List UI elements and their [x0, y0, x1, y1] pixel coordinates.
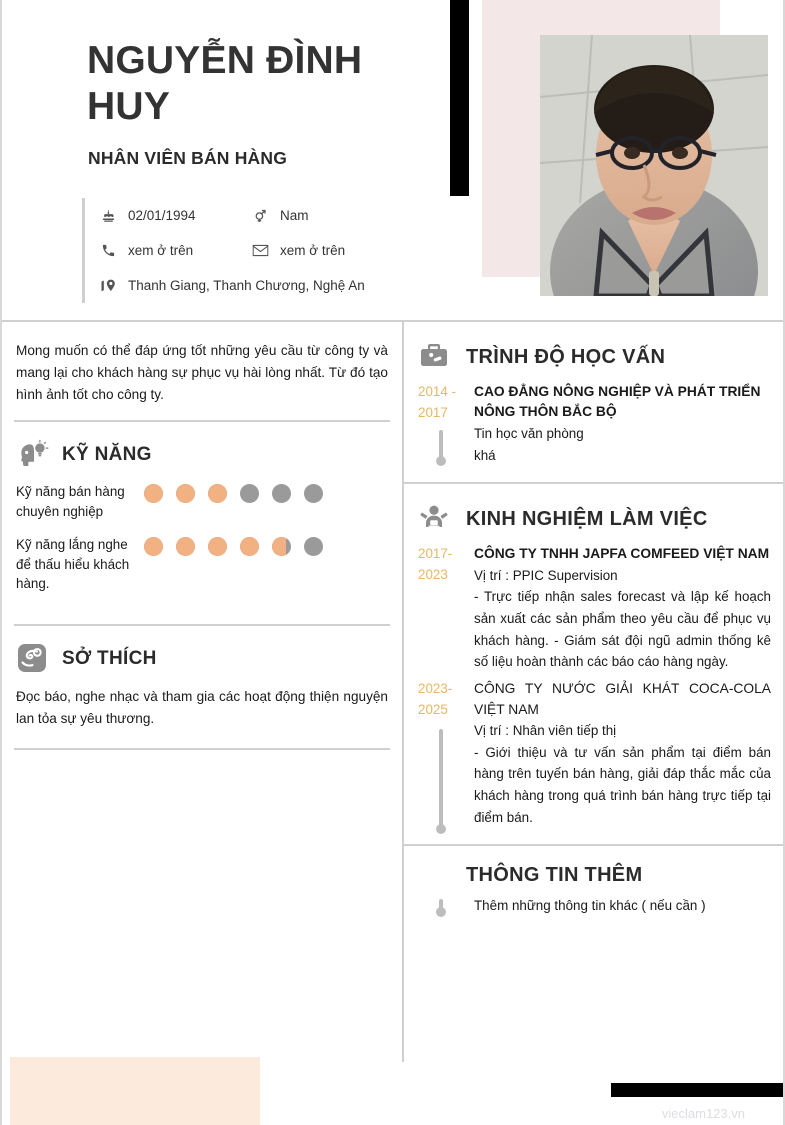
rating-dot: [240, 537, 259, 556]
hobbies-title: SỞ THÍCH: [62, 647, 157, 669]
rating-dot: [304, 484, 323, 503]
rating-dot: [144, 484, 163, 503]
education-entry: [404, 382, 785, 472]
profile-photo-image: [540, 35, 768, 296]
experience-entry: [404, 544, 785, 679]
head-lightbulb-icon: [16, 438, 50, 472]
cake-icon: [97, 208, 119, 224]
contact-row-address: [97, 268, 422, 303]
rating-dot: [176, 537, 195, 556]
profile-photo: [540, 35, 768, 296]
contact-gender: [249, 207, 309, 224]
education-major: Tin học văn phòng: [474, 425, 584, 441]
skills-heading: [2, 422, 402, 478]
left-column: [2, 322, 402, 1062]
contact-info: [82, 198, 422, 303]
additional-entry-body: [474, 895, 785, 922]
education-date: 2014 - 2017: [418, 384, 456, 420]
rating-dot: [304, 537, 323, 556]
education-section: [404, 322, 785, 484]
rating-dot: [144, 537, 163, 556]
timeline-line: [439, 430, 443, 458]
rating-dot: [208, 537, 227, 556]
briefcase-icon: [418, 340, 452, 374]
rating-dot: [272, 484, 291, 503]
header-black-accent-bar: [450, 0, 469, 196]
map-location-icon: [97, 278, 119, 294]
hobbies-text: Đọc báo, nghe nhạc và tham gia các hoạt động thiện nguyện lan tỏa sự yêu thương.: [16, 688, 388, 726]
watermark: vieclam123.vn: [661, 1106, 745, 1121]
contact-row-birthday-gender: [97, 198, 422, 233]
hobbies-heading: [2, 626, 402, 682]
address-value: Thanh Giang, Thanh Chương, Nghệ An: [128, 278, 365, 293]
rating-dot: [208, 484, 227, 503]
skills-list: [2, 478, 402, 623]
footer-peach-accent: [10, 1057, 260, 1125]
skill-item: [16, 482, 388, 521]
job-title: NHÂN VIÊN BÁN HÀNG: [88, 148, 288, 168]
skill-label: Kỹ năng lắng nghe để thấu hiểu khách hàng.: [16, 537, 130, 592]
job-position: Vị trí : PPIC Supervision: [474, 567, 618, 583]
additional-section: [404, 846, 785, 932]
skill-rating-dots: [144, 535, 336, 556]
cv-body: [2, 322, 785, 1062]
timeline-line: [439, 729, 443, 826]
cv-header: [2, 0, 783, 322]
birthday-value: 02/01/1994: [128, 208, 196, 223]
summary-text: Mong muốn có thể đáp ứng tốt những yêu cầu từ công ty và mang lại cho khách hàng sự phục vụ hài lòng nhất. Từ đó tạo hình ảnh tốt cho công ty.: [16, 343, 388, 403]
additional-heading: [404, 860, 785, 895]
additional-title: THÔNG TIN THÊM: [466, 864, 643, 887]
skill-label: Kỹ năng bán hàng chuyên nghiệp: [16, 484, 125, 519]
gender-value: Nam: [280, 208, 309, 223]
experience-title: KINH NGHIỆM LÀM VIỆC: [466, 507, 708, 530]
hobby-spiral-icon: [16, 642, 50, 676]
contact-phone[interactable]: [97, 243, 249, 258]
contact-row-phone-email: [97, 233, 422, 268]
experience-entry: [404, 679, 785, 834]
school-name: CAO ĐẲNG NÔNG NGHIỆP VÀ PHÁT TRIỂN NÔNG THÔN BẮC BỘ: [474, 384, 761, 420]
experience-date: 2017-2023: [418, 546, 453, 582]
envelope-icon: [249, 244, 271, 257]
rating-dot: [176, 484, 195, 503]
education-timeline: [418, 382, 474, 472]
person-laptop-icon: [418, 502, 452, 536]
experience-timeline: [418, 679, 474, 834]
education-entry-body: [474, 382, 785, 472]
experience-heading: [404, 498, 785, 544]
divider-hobbies-end: [14, 748, 390, 750]
additional-timeline: [418, 895, 474, 922]
company-name: CÔNG TY TNHH JAPFA COMFEED VIỆT NAM: [474, 546, 770, 562]
contact-email[interactable]: [249, 243, 345, 258]
education-heading: [404, 336, 785, 382]
job-description: - Giới thiệu và tư vấn sản phẩm tại điểm bán hàng trên tuyến bán hàng, giải đáp thắc mắc của khách hàng trong quá trình bán hàng trực tiếp tại điểm bán.: [474, 744, 771, 825]
rating-dot: [240, 484, 259, 503]
job-description: - Trực tiếp nhận sales forecast và lập kế hoạch sản xuất các sản phẩm theo yêu cầu để phục vụ khách hàng. - Giám sát đội ngũ admin thống kê số liệu hoàn thành các báo cáo hàng ngày.: [474, 589, 771, 670]
page-title: NGUYỄN ĐÌNH HUY: [87, 39, 363, 129]
education-title: TRÌNH ĐỘ HỌC VẤN: [466, 345, 666, 368]
email-value: xem ở trên: [280, 243, 346, 258]
skill-item: [16, 535, 388, 593]
education-grade: khá: [474, 447, 496, 463]
phone-value: xem ở trên: [128, 243, 194, 258]
job-position: Vị trí : Nhân viên tiếp thị: [474, 722, 617, 738]
skills-title: KỸ NĂNG: [62, 444, 152, 466]
additional-text: Thêm những thông tin khác ( nếu cần ): [474, 898, 706, 914]
additional-entry: [404, 895, 785, 922]
experience-entry-body: [474, 544, 785, 679]
skill-rating-dots: [144, 482, 336, 503]
gender-icon: [249, 207, 271, 224]
timeline-line: [439, 899, 443, 908]
experience-entry-body: [474, 679, 785, 834]
company-name: CÔNG TY NƯỚC GIẢI KHÁT COCA-COLA VIỆT NAM: [474, 681, 771, 717]
rating-dot: [272, 537, 291, 556]
contact-address: [97, 278, 365, 294]
experience-section: [404, 484, 785, 846]
experience-timeline: [418, 544, 474, 679]
footer-black-accent-bar: [611, 1083, 783, 1097]
right-column: [402, 322, 785, 1062]
contact-birthday: [97, 208, 249, 224]
phone-icon: [97, 243, 119, 258]
experience-date: 2023-2025: [418, 681, 453, 717]
